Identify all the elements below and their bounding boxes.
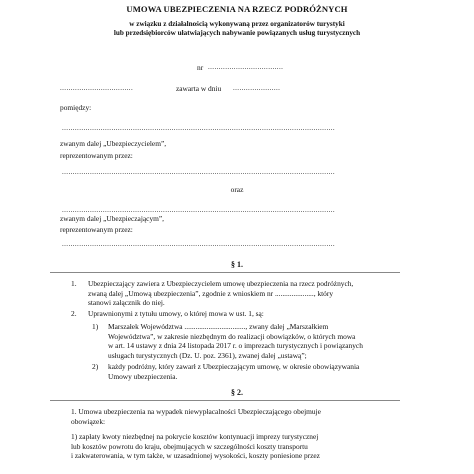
section-1-heading: § 1. [231,260,243,269]
s1-p1-number: 1. [71,279,77,288]
s1-p1-line2: zwaną dalej „Umową ubezpieczenia”, zgodnie z wnioskiem nr ....................., który [88,288,334,298]
zawarta-dots-2: ...................... [233,84,281,92]
s1-p2b-line1: każdy podróżny, który zawarł z Ubezpieczającym umowę, w okresie obowiązywania [108,362,360,371]
pomiedzy-label: pomiędzy: [60,103,92,112]
s1-p1-line3: stanowi załącznik do niej. [88,298,165,307]
document-title: UMOWA UBEZPIECZENIA NA RZECZ PODRÓŻNYCH [126,4,348,14]
s1-p1-line1: Ubezpieczający zawiera z Ubezpieczycielem umowę ubezpieczenia na rzecz podróżnych, [88,279,354,288]
s1-p2b-number: 2) [92,362,99,371]
zawarta-label: zawarta w dniu [176,84,222,93]
s2-p1a-line2: lub kosztów powrotu do kraju, obejmujących w szczególności koszty transportu [71,441,308,451]
party2-dots: ............................................................................................................................... [62,206,336,214]
s2-p1a-line1: 1) zapłaty kwoty niezbędnej na pokrycie kosztów kontynuacji imprezy turystycznej [71,432,319,441]
document-subtitle-line1: w związku z działalnością wykonywaną przez organizatorów turystyki [129,20,345,28]
s2-p1-line1: 1. Umowa ubezpieczenia na wypadek niewypłacalności Ubezpieczającego obejmuje [71,407,321,416]
reprezentowanym-label-1: reprezentowanym przez: [60,151,133,160]
zawarta-dots: .................................. [60,84,134,92]
s1-p2a-line1: Marszałek Województwa ................................., zwany dalej „Marszałkiem [108,322,329,331]
s1-p2a-line4: usługach turystycznych (Dz. U. poz. 2361), zwanej dalej „ustawą”; [108,350,307,360]
section-1-rule [50,272,400,273]
s1-p2b-line2: Umowy ubezpieczenia. [108,371,178,381]
oraz-label: oraz [230,185,244,194]
nr-label: nr [197,63,204,72]
party1-dots: ............................................................................................................................... [62,124,336,132]
s1-p2a-number: 1) [92,322,99,331]
document-subtitle-line2: lub przedsiębiorców ułatwiających nabywanie powiązanych usług turystycznych [113,29,361,37]
s1-p2a-line2: Województwa”, w zakresie niezbędnym do realizacji obowiązków, o których mowa [108,331,356,341]
zwanym-ubezpieczycielem: zwanym dalej „Ubezpieczycielem”, [60,139,167,148]
s1-p2-number: 2. [71,309,77,318]
s2-p1-line2: obowiązek: [71,416,106,426]
zwanym-ubezpieczajacym: zwanym dalej „Ubezpieczającym”, [60,214,165,223]
s2-p1a-line3: i zakwaterowania, w tym także, w uzasadnionej wysokości, koszty poniesione przez [71,451,320,460]
s1-p2-line1: Uprawnionymi z tytułu umowy, o której mowa w ust. 1, są: [88,309,264,318]
section-2-heading: § 2. [231,388,243,397]
s1-p2a-line3: w art. 14 ustawy z dnia 24 listopada 2017 r. o imprezach turystycznych i powiązanych [108,341,363,350]
section-2-rule [50,400,400,401]
rep1-dots: ............................................................................................................................... [62,168,336,176]
rep2-dots: ............................................................................................................................... [62,240,336,248]
reprezentowanym-label-2: reprezentowanym przez: [60,225,133,234]
nr-dots: ................................... [208,63,284,71]
